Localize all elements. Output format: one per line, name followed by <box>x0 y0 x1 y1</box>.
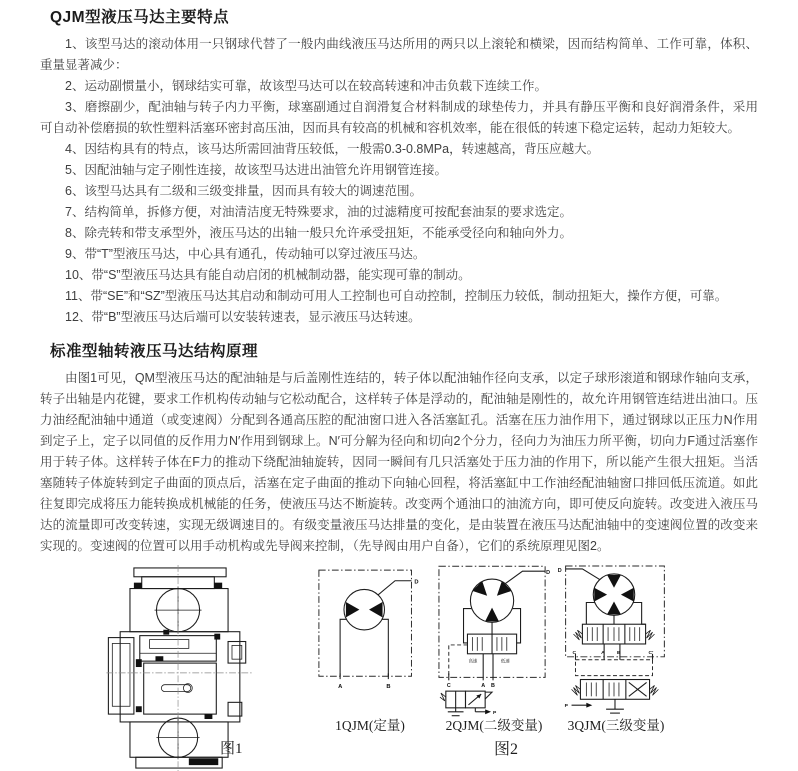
valve-label-low-speed: 低速 <box>500 658 510 664</box>
circuit-1qjm <box>316 566 424 690</box>
feature-item: 8、除壳转和带支承型外，液压马达的出轴一般只允许承受扭矩，不能承受径向和轴向外力。 <box>65 226 572 240</box>
feature-item: 1、该型马达的滚动体用一只钢球代替了一般内曲线液压马达所用的两只以上滚轮和横梁，因而结构简单、工作可靠，体积、重量显著减少： <box>40 37 758 72</box>
port-label-a: A <box>601 650 605 656</box>
feature-item: 4、因结构具有的特点，该马达所需回油背压较低，一般需0.3-0.8MPa，转速越高，背压应越大。 <box>65 142 600 156</box>
circuit-3qjm <box>556 563 672 721</box>
feature-item: 11、带“SE”和“SZ”型液压马达其启动和制动可用人工控制也可自动控制，控制压力较低，制动扭矩大，操作方便，可靠。 <box>65 289 728 303</box>
port-label-b: B <box>386 683 391 690</box>
port-label-b: B <box>616 650 621 656</box>
feature-item: 12、带“B”型液压马达后端可以安装转速表，显示液压马达转速。 <box>65 310 421 324</box>
port-label-c1: C <box>572 650 577 656</box>
feature-item: 2、运动副惯量小，钢球结实可靠，故该型马达可以在较高转速和冲击负载下连续工作。 <box>65 79 547 93</box>
feature-item: 3、磨擦副少，配油轴与转子内力平衡，球塞副通过自润滑复合材料制成的球垫传力，并具有静压平衡和良好润滑条件，采用可自动补偿磨损的软性塑料活塞环密封高压油，因而具有较高的机械和容机效率，能在很低的转速下稳定运转，起动力矩较大。 <box>40 100 758 135</box>
port-label-c: C <box>446 683 451 690</box>
port-label-d: D <box>546 570 551 577</box>
section2-title: 标准型轴转液压马达结构原理 <box>50 343 259 360</box>
diagram3-caption: 3QJM(三级变量) <box>567 718 665 733</box>
fig1-caption: 图1 <box>220 741 243 757</box>
port-label-b: B <box>491 683 495 690</box>
section1-title: QJM型液压马达主要特点 <box>50 9 230 26</box>
feature-item: 9、带“T”型液压马达，中心具有通孔，传动轴可以穿过液压马达。 <box>65 247 426 261</box>
port-label-a: A <box>481 683 486 690</box>
feature-item: 6、该型马达具有二级和三级变排量，因而具有较大的调速范围。 <box>65 184 422 198</box>
port-label-p: P <box>493 711 497 717</box>
feature-item: 7、结构简单，拆修方便，对油清洁度无特殊要求，油的过滤精度可按配套油泵的要求选定。 <box>65 205 572 219</box>
port-label-d: D <box>557 567 562 574</box>
figures-row <box>40 563 758 771</box>
port-label-a: A <box>338 683 343 690</box>
fig2-caption: 图2 <box>493 741 518 758</box>
port-label-c2: C′ <box>648 650 654 656</box>
feature-item: 10、带“S”型液压马达具有能自动启闭的机械制动器，能实现可靠的制动。 <box>65 268 471 282</box>
diagram1-caption: 1QJM(定量) <box>335 718 405 733</box>
port-label-p: P <box>564 704 568 710</box>
circuit-2qjm <box>436 563 552 719</box>
port-label-d: D <box>414 579 419 586</box>
principle-paragraph: 由图1可见，QM型液压马达的配油轴是与后盖刚性连结的，转子体以配油轴作径向支承，以定子球形滚道和钢球作轴向支承，转子出轴是内花键，要求工作机构传动轴与它松动配合，这样转子体是浮动的，配油轴是刚性的，故允许用钢管连结进出油口。压力油经配油轴中通道（或变速阀）分配到各通高压腔的配油窗口进入各活塞缸孔。活塞在压力油作用下，通过钢球以正压力N作用到定子上，定子以同值的反作用力N′作用到钢球上。N′可分解为径向和切向2个分力，径向力为油压力所平衡，切向力F通过活塞作用于转子体。这样转子体在F力的推动下绕配油轴旋转，因同一瞬间有几只活塞处于压力油的作用下，所以能产生很大扭矩。当活塞随转子体旋转到定子曲面的顶点后，活塞在定子曲面的推动下向轴心回程，将活塞缸中工作油经配油轴窗口排回低压流道。如此往复即完成将压力能转换成机械能的任务，使液压马达不断旋转。改变两个通油口的油流方向，即可使反向旋转。改变进入液压马达的流量即可改变转速，实现无级调速目的。有级变量液压马达排量的变化，是由装置在液压马达配油轴中的变速阀位置的改变来实现的。变速阀的位置可以用手动机构或先导阀来控制，（先导阀由用户自备），它们的系统原理见图2。 <box>40 371 758 553</box>
feature-item: 5、因配油轴与定子刚性连接，故该型马达进出油管允许用钢管连接。 <box>65 163 447 177</box>
diagram2-caption: 2QJM(二级变量) <box>445 718 543 733</box>
valve-label-high-speed: 高速 <box>468 658 478 664</box>
